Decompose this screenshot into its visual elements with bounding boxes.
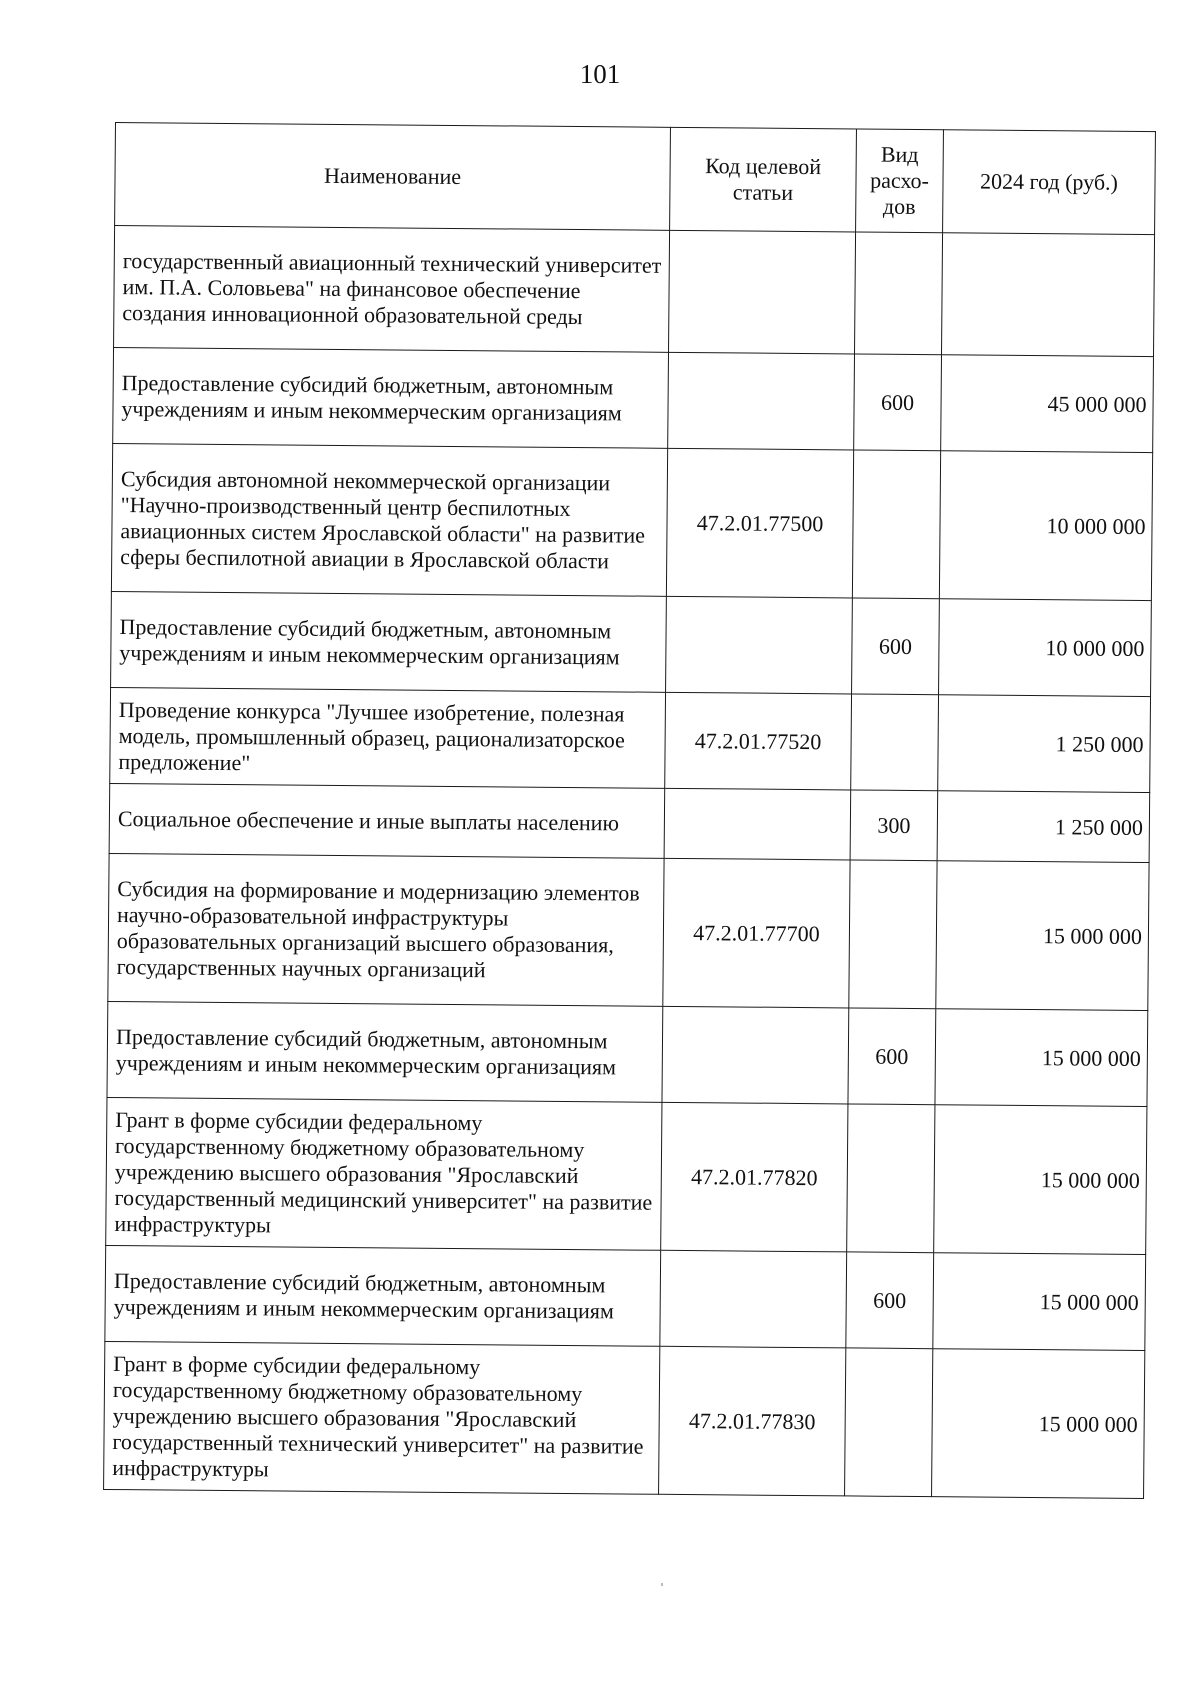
row-name: Социальное обеспечение и иные выплаты населению xyxy=(109,783,665,858)
row-amount: 1 250 000 xyxy=(937,791,1150,863)
page-number: 101 xyxy=(579,59,621,89)
row-name: Грант в форме субсидии федеральному государственному бюджетному образовательному учреждению высшего образования "Ярославский государственный медицинский университет" на развитие инфраструктуры xyxy=(106,1097,662,1250)
row-name: Предоставление субсидий бюджетным, автономным учреждениям и иным некоммерческим организациям xyxy=(111,591,667,692)
row-expense-type xyxy=(855,232,943,355)
row-amount: 15 000 000 xyxy=(936,861,1149,1011)
header-amount-2024: 2024 год (руб.) xyxy=(943,130,1156,235)
row-name: Субсидия автономной некоммерческой организации "Научно-производственный центр беспилотных авиационных систем Ярославской области" на развитие сферы беспилотной авиации в Ярославской области xyxy=(111,443,667,596)
row-name: Проведение конкурса "Лучшее изобретение, полезная модель, промышленный образец, рационализаторское предложение" xyxy=(110,687,666,788)
row-code xyxy=(666,596,853,694)
row-code xyxy=(669,230,856,354)
table-row xyxy=(108,853,1149,1010)
table-row xyxy=(106,1097,1147,1254)
row-amount: 15 000 000 xyxy=(934,1105,1147,1255)
table-header-row xyxy=(115,123,1156,235)
row-name: Предоставление субсидий бюджетным, автономным учреждениям и иным некоммерческим организациям xyxy=(105,1245,661,1346)
row-amount: 10 000 000 xyxy=(939,451,1152,601)
row-expense-type: 300 xyxy=(850,790,938,861)
row-expense-type xyxy=(852,450,940,599)
row-code: 47.2.01.77820 xyxy=(661,1102,848,1252)
row-expense-type xyxy=(845,1348,933,1497)
table-row xyxy=(104,1341,1145,1498)
table-row xyxy=(111,443,1152,600)
row-amount: 45 000 000 xyxy=(941,355,1154,453)
row-name: Субсидия на формирование и модернизацию элементов научно-образовательной инфраструктуры образовательных организаций высшего образования, государственных научных организаций xyxy=(108,853,664,1006)
row-amount: 15 000 000 xyxy=(932,1349,1145,1499)
header-code: Код целевой статьи xyxy=(670,127,857,232)
row-amount xyxy=(942,233,1155,357)
row-expense-type: 600 xyxy=(854,354,942,451)
row-expense-type xyxy=(849,860,937,1009)
header-name: Наименование xyxy=(115,123,671,231)
table-row xyxy=(113,347,1154,452)
budget-table xyxy=(103,122,1156,1499)
row-code: 47.2.01.77500 xyxy=(666,448,853,598)
row-name: Грант в форме субсидии федеральному государственному бюджетному образовательному учреждению высшего образования "Ярославский государственный технический университет" на развитие инфраструктуры xyxy=(104,1341,660,1494)
row-name: государственный авиационный технический университет им. П.А. Соловьева" на финансовое обеспечение создания инновационной образовательной среды xyxy=(114,226,670,353)
row-code xyxy=(660,1250,847,1348)
row-expense-type xyxy=(851,694,939,791)
table-row xyxy=(114,226,1155,357)
row-expense-type xyxy=(847,1104,935,1253)
row-code xyxy=(662,1006,849,1104)
row-code xyxy=(668,352,855,450)
row-code: 47.2.01.77520 xyxy=(665,692,852,790)
row-expense-type: 600 xyxy=(848,1008,936,1105)
row-amount: 15 000 000 xyxy=(935,1009,1148,1107)
table-row xyxy=(105,1245,1146,1350)
table-row xyxy=(109,783,1150,862)
row-amount: 10 000 000 xyxy=(939,599,1152,697)
table-row xyxy=(107,1001,1148,1106)
row-code: 47.2.01.77700 xyxy=(663,858,850,1008)
row-code xyxy=(664,788,851,860)
row-amount: 1 250 000 xyxy=(938,695,1151,793)
scan-speck xyxy=(661,1583,663,1586)
row-amount: 15 000 000 xyxy=(933,1253,1146,1351)
row-name: Предоставление субсидий бюджетным, автономным учреждениям и иным некоммерческим организациям xyxy=(107,1001,663,1102)
table-row xyxy=(110,687,1151,792)
row-name: Предоставление субсидий бюджетным, автономным учреждениям и иным некоммерческим организациям xyxy=(113,347,669,448)
row-code: 47.2.01.77830 xyxy=(659,1346,846,1496)
header-expense-type: Вид расхо-дов xyxy=(856,129,944,233)
row-expense-type: 600 xyxy=(846,1252,934,1349)
table-row xyxy=(111,591,1152,696)
row-expense-type: 600 xyxy=(852,598,940,695)
